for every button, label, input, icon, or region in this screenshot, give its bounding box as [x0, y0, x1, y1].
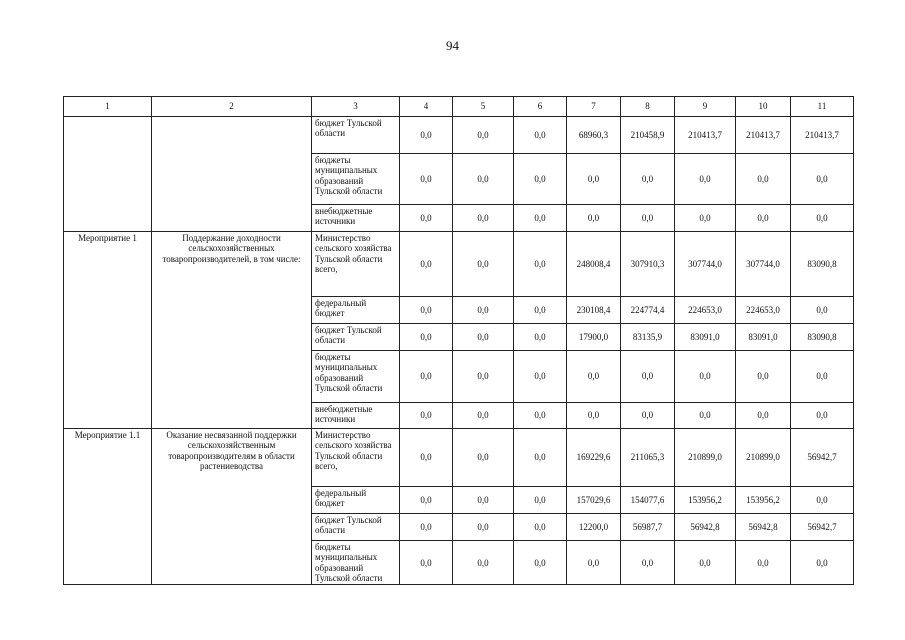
value-cell-col-11: 56942,7	[791, 514, 854, 541]
column-header-2: 2	[152, 97, 312, 117]
measure-description-cell: Оказание несвязанной поддержки сельскохозяйственным товаропроизводителям в области растениеводства	[152, 429, 312, 585]
value-cell-col-10: 210413,7	[736, 117, 791, 154]
value-cell-col-10: 0,0	[736, 205, 791, 232]
value-cell-col-5: 0,0	[453, 487, 514, 514]
value-cell-col-10: 0,0	[736, 351, 791, 403]
value-cell-col-4: 0,0	[400, 117, 453, 154]
value-cell-col-11: 0,0	[791, 351, 854, 403]
budget-table	[63, 96, 854, 585]
funding-source-cell: бюджет Тульской области	[312, 514, 400, 541]
value-cell-col-11: 0,0	[791, 487, 854, 514]
table-row	[64, 429, 854, 487]
value-cell-col-9: 0,0	[675, 154, 736, 205]
value-cell-col-8: 0,0	[621, 154, 675, 205]
value-cell-col-11: 0,0	[791, 154, 854, 205]
value-cell-col-7: 157029,6	[567, 487, 621, 514]
value-cell-col-8: 0,0	[621, 541, 675, 585]
funding-source-cell: федеральный бюджет	[312, 487, 400, 514]
column-header-8: 8	[621, 97, 675, 117]
value-cell-col-4: 0,0	[400, 154, 453, 205]
value-cell-col-7: 0,0	[567, 403, 621, 429]
value-cell-col-4: 0,0	[400, 403, 453, 429]
value-cell-col-6: 0,0	[514, 324, 567, 351]
value-cell-col-6: 0,0	[514, 403, 567, 429]
value-cell-col-6: 0,0	[514, 297, 567, 324]
value-cell-col-7: 68960,3	[567, 117, 621, 154]
value-cell-col-4: 0,0	[400, 541, 453, 585]
value-cell-col-4: 0,0	[400, 324, 453, 351]
value-cell-col-8: 154077,6	[621, 487, 675, 514]
funding-source-cell: бюджеты муниципальных образований Тульской области	[312, 154, 400, 205]
value-cell-col-11: 0,0	[791, 541, 854, 585]
funding-source-cell: внебюджетные источники	[312, 403, 400, 429]
value-cell-col-5: 0,0	[453, 154, 514, 205]
value-cell-col-9: 0,0	[675, 205, 736, 232]
value-cell-col-11: 83090,8	[791, 232, 854, 297]
value-cell-col-10: 210899,0	[736, 429, 791, 487]
column-header-4: 4	[400, 97, 453, 117]
value-cell-col-4: 0,0	[400, 297, 453, 324]
value-cell-col-9: 0,0	[675, 541, 736, 585]
value-cell-col-4: 0,0	[400, 351, 453, 403]
column-header-9: 9	[675, 97, 736, 117]
value-cell-col-6: 0,0	[514, 429, 567, 487]
value-cell-col-5: 0,0	[453, 297, 514, 324]
value-cell-col-8: 210458,9	[621, 117, 675, 154]
value-cell-col-7: 0,0	[567, 541, 621, 585]
value-cell-col-7: 230108,4	[567, 297, 621, 324]
value-cell-col-8: 56987,7	[621, 514, 675, 541]
column-header-5: 5	[453, 97, 514, 117]
value-cell-col-7: 0,0	[567, 351, 621, 403]
value-cell-col-5: 0,0	[453, 429, 514, 487]
column-header-7: 7	[567, 97, 621, 117]
column-header-11: 11	[791, 97, 854, 117]
value-cell-col-6: 0,0	[514, 351, 567, 403]
value-cell-col-9: 83091,0	[675, 324, 736, 351]
value-cell-col-6: 0,0	[514, 232, 567, 297]
funding-source-cell: бюджет Тульской области	[312, 117, 400, 154]
value-cell-col-4: 0,0	[400, 487, 453, 514]
table-row	[64, 232, 854, 297]
measure-description-cell: Поддержание доходности сельскохозяйственных товаропроизводителей, в том числе:	[152, 232, 312, 429]
value-cell-col-6: 0,0	[514, 541, 567, 585]
value-cell-col-5: 0,0	[453, 403, 514, 429]
header-row	[64, 97, 854, 117]
value-cell-col-10: 0,0	[736, 403, 791, 429]
value-cell-col-9: 56942,8	[675, 514, 736, 541]
measure-description-cell	[152, 117, 312, 232]
value-cell-col-5: 0,0	[453, 205, 514, 232]
value-cell-col-9: 307744,0	[675, 232, 736, 297]
value-cell-col-8: 0,0	[621, 403, 675, 429]
value-cell-col-10: 0,0	[736, 541, 791, 585]
value-cell-col-10: 56942,8	[736, 514, 791, 541]
value-cell-col-4: 0,0	[400, 429, 453, 487]
value-cell-col-6: 0,0	[514, 117, 567, 154]
value-cell-col-10: 0,0	[736, 154, 791, 205]
value-cell-col-10: 83091,0	[736, 324, 791, 351]
value-cell-col-8: 307910,3	[621, 232, 675, 297]
funding-source-cell: федеральный бюджет	[312, 297, 400, 324]
value-cell-col-11: 0,0	[791, 297, 854, 324]
value-cell-col-5: 0,0	[453, 232, 514, 297]
value-cell-col-9: 0,0	[675, 403, 736, 429]
value-cell-col-9: 224653,0	[675, 297, 736, 324]
funding-source-cell: бюджет Тульской области	[312, 324, 400, 351]
funding-source-cell: внебюджетные источники	[312, 205, 400, 232]
value-cell-col-5: 0,0	[453, 324, 514, 351]
value-cell-col-9: 0,0	[675, 351, 736, 403]
measure-name-cell	[64, 117, 152, 232]
value-cell-col-6: 0,0	[514, 487, 567, 514]
value-cell-col-8: 224774,4	[621, 297, 675, 324]
value-cell-col-5: 0,0	[453, 514, 514, 541]
table-row	[64, 117, 854, 154]
value-cell-col-5: 0,0	[453, 541, 514, 585]
value-cell-col-6: 0,0	[514, 514, 567, 541]
value-cell-col-11: 83090,8	[791, 324, 854, 351]
value-cell-col-6: 0,0	[514, 205, 567, 232]
value-cell-col-7: 169229,6	[567, 429, 621, 487]
value-cell-col-5: 0,0	[453, 351, 514, 403]
funding-source-cell: бюджеты муниципальных образований Тульской области	[312, 541, 400, 585]
column-header-3: 3	[312, 97, 400, 117]
funding-source-cell: бюджеты муниципальных образований Тульской области	[312, 351, 400, 403]
value-cell-col-11: 0,0	[791, 205, 854, 232]
value-cell-col-7: 17900,0	[567, 324, 621, 351]
value-cell-col-7: 0,0	[567, 154, 621, 205]
value-cell-col-10: 153956,2	[736, 487, 791, 514]
value-cell-col-8: 83135,9	[621, 324, 675, 351]
value-cell-col-6: 0,0	[514, 154, 567, 205]
column-header-10: 10	[736, 97, 791, 117]
measure-name-cell: Мероприятие 1.1	[64, 429, 152, 585]
column-header-1: 1	[64, 97, 152, 117]
funding-source-cell: Министерство сельского хозяйства Тульской области всего,	[312, 429, 400, 487]
value-cell-col-7: 0,0	[567, 205, 621, 232]
value-cell-col-9: 153956,2	[675, 487, 736, 514]
value-cell-col-4: 0,0	[400, 514, 453, 541]
funding-source-cell: Министерство сельского хозяйства Тульской области всего,	[312, 232, 400, 297]
value-cell-col-7: 248008,4	[567, 232, 621, 297]
value-cell-col-5: 0,0	[453, 117, 514, 154]
value-cell-col-11: 0,0	[791, 403, 854, 429]
value-cell-col-4: 0,0	[400, 232, 453, 297]
value-cell-col-8: 211065,3	[621, 429, 675, 487]
value-cell-col-11: 210413,7	[791, 117, 854, 154]
value-cell-col-4: 0,0	[400, 205, 453, 232]
value-cell-col-10: 307744,0	[736, 232, 791, 297]
value-cell-col-9: 210899,0	[675, 429, 736, 487]
table-body	[64, 117, 854, 585]
value-cell-col-11: 56942,7	[791, 429, 854, 487]
column-header-6: 6	[514, 97, 567, 117]
value-cell-col-7: 12200,0	[567, 514, 621, 541]
value-cell-col-9: 210413,7	[675, 117, 736, 154]
value-cell-col-10: 224653,0	[736, 297, 791, 324]
measure-name-cell: Мероприятие 1	[64, 232, 152, 429]
value-cell-col-8: 0,0	[621, 351, 675, 403]
value-cell-col-8: 0,0	[621, 205, 675, 232]
page-number: 94	[446, 38, 459, 53]
